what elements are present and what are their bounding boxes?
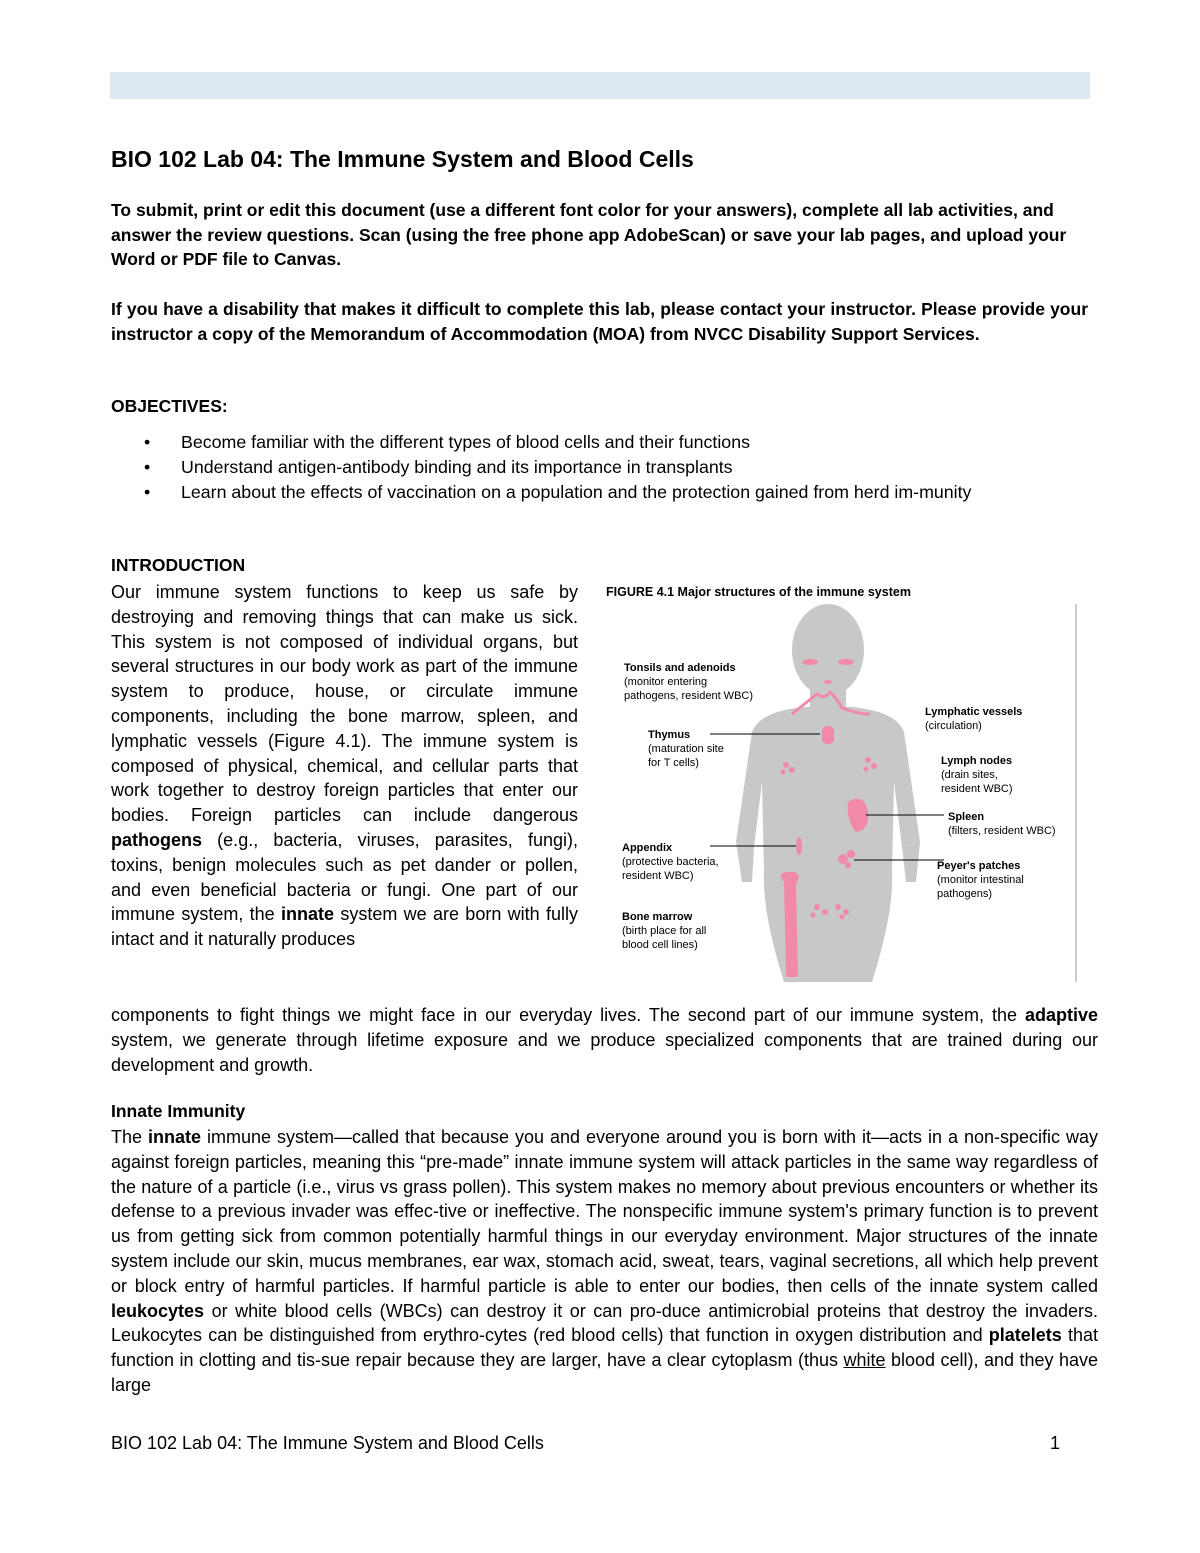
page-number: 1 (1050, 1433, 1061, 1453)
list-item: • Learn about the effects of vaccination on a population and the protection gained from herd im-munity (111, 480, 1088, 505)
label-lymphatic-vessels: Lymphatic vessels (925, 706, 1023, 718)
svg-text:(circulation): (circulation) (925, 720, 982, 732)
list-item: • Become familiar with the different types of blood cells and their functions (111, 430, 1088, 455)
label-tonsils: Tonsils and adenoids (624, 662, 736, 674)
svg-text:resident WBC): resident WBC) (622, 870, 694, 882)
label-lymph-nodes: Lymph nodes (941, 755, 1013, 767)
label-bone-marrow: Bone marrow (622, 911, 693, 923)
figure-caption: FIGURE 4.1 Major structures of the immune system (606, 585, 911, 599)
svg-text:pathogens): pathogens) (937, 888, 993, 900)
svg-text:blood cell lines): blood cell lines) (622, 939, 698, 951)
objectives-list (111, 430, 1088, 505)
term-innate: innate (148, 1127, 202, 1147)
term-platelets: platelets (988, 1325, 1062, 1346)
bullet-icon: • (144, 432, 151, 452)
svg-text:for T cells): for T cells) (648, 757, 699, 769)
thymus-organ (822, 726, 834, 744)
introduction-paragraph: Our immune system functions to keep us safe by destroying and removing things that can make us sick. This system is not composed of individual organs, but several structures in our body work as part of the immune system to produce, house, or circulate immune components, including the bone marrow, spleen, and lymphatic vessels (Figure 4.1). The immune system is composed of physical, chemical, and cellular parts that work together to destroy foreign particles that enter our bodies. Foreign particles can include dangerous pathogens (e.g., bacteria, viruses, parasites, fungi), toxins, benign molecules such as pet dander or pollen, and even beneficial bacteria or fungi. One part of our immune system, the innate system we are born with fully intact and it naturally produces (111, 582, 578, 950)
svg-text:(maturation site: (maturation site (648, 743, 724, 755)
label-thymus: Thymus (648, 729, 691, 741)
svg-text:(drain sites,: (drain sites, (941, 769, 998, 781)
svg-text:(filters, resident WBC): (filters, resident WBC) (948, 825, 1056, 837)
figure-immune-structures (602, 582, 1078, 987)
innate-immunity-paragraph: The innate immune system—called that because you and everyone around you is born with it—acts in a non-specific way against foreign particles, meaning this “pre-made” innate immune system will attack particles in the same way regardless of the nature of a particle (i.e., virus vs grass pollen). This system makes no memory about previous encounters or whether its defense to a previous invader was effec-tive or ineffective. The nonspecific immune system's primary function is to prevent us from getting sick from common potentially harmful things in our everyday environment. Major structures of the innate system include our skin, mucus membranes, ear wax, stomach acid, sweat, tears, vaginal secretions, all which help prevent or block entry of harmful particles. If harmful particle is able to enter our bodies, then cells of the innate system called leukocytes or white blood cells (WBCs) can destroy it or can pro-duce antimicrobial proteins that destroy the invaders. Leukocytes can be distinguished from erythro-cytes (red blood cells) that function in oxygen distribution and platelets that function in clotting and tis-sue repair because they are larger, have a clear cytoplasm (thus white blood cell), and they have large (111, 1127, 1098, 1395)
introduction-heading: INTRODUCTION (111, 555, 246, 575)
svg-text:resident WBC): resident WBC) (941, 783, 1013, 795)
label-spleen: Spleen (948, 811, 985, 823)
term-white: white (843, 1350, 886, 1371)
appendix-organ (796, 837, 802, 855)
svg-text:(protective bacteria,: (protective bacteria, (622, 856, 719, 868)
term-adaptive: adaptive (1024, 1005, 1098, 1025)
disability-notice: If you have a disability that makes it difficult to complete this lab, please contact your instructor. Please provide your instructor a copy of the Memorandum of Accommodation (MOA) from NVCC Disability Support Services. (111, 299, 1088, 344)
innate-immunity-heading: Innate Immunity (111, 1101, 246, 1121)
svg-text:(monitor entering: (monitor entering (624, 676, 708, 688)
footer-title: BIO 102 Lab 04: The Immune System and Blood Cells (111, 1433, 544, 1453)
svg-text:(birth place for all: (birth place for all (622, 925, 707, 937)
bullet-icon: • (144, 457, 151, 477)
header-bar (110, 72, 1090, 99)
list-item: • Understand antigen-antibody binding and its importance in transplants (111, 455, 1088, 480)
svg-text:(monitor intestinal: (monitor intestinal (937, 874, 1024, 886)
term-leukocytes: leukocytes (111, 1300, 205, 1321)
figure-illustration (602, 582, 1078, 987)
term-innate: innate (281, 904, 335, 925)
introduction-continued: components to fight things we might face in our everyday lives. The second part of our immune system, the adaptive system, we generate through lifetime exposure and we produce specialized components that are trained during our development and growth. (111, 1005, 1098, 1075)
label-peyers-patches: Peyer's patches (937, 860, 1021, 872)
label-appendix: Appendix (622, 842, 673, 854)
bullet-icon: • (144, 482, 151, 502)
submit-instructions: To submit, print or edit this document (use a different font color for your answers), complete all lab activities, and answer the review questions. Scan (using the free phone app AdobeScan) or save your lab pages, and upload your Word or PDF file to Canvas. (111, 200, 1067, 269)
page-title: BIO 102 Lab 04: The Immune System and Blood Cells (111, 146, 694, 172)
objectives-heading: OBJECTIVES: (111, 396, 228, 416)
svg-text:pathogens, resident WBC): pathogens, resident WBC) (624, 690, 754, 702)
term-pathogens: pathogens (111, 829, 203, 850)
